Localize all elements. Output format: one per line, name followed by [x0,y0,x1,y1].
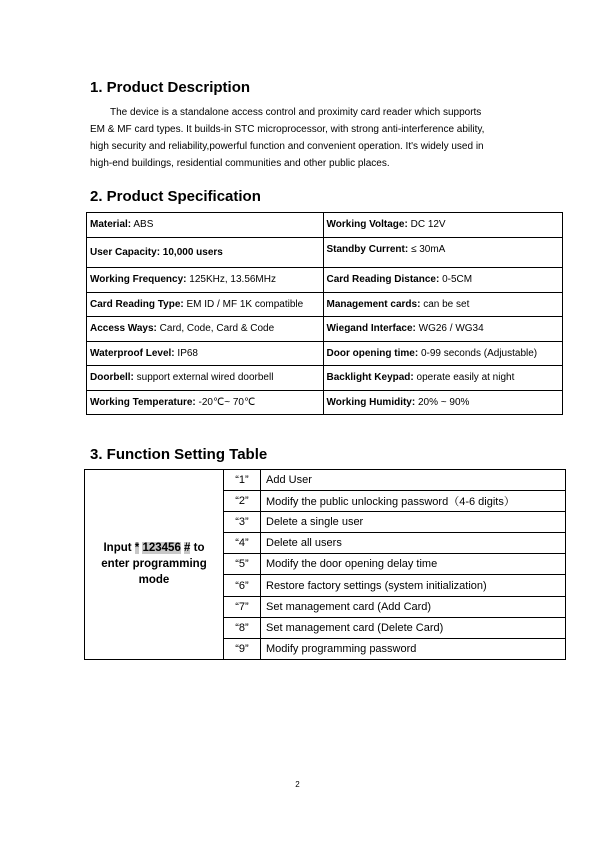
spec-label: Waterproof Level: [90,347,175,359]
spec-value: WG26 / WG34 [415,323,484,335]
spec-value: DC 12V [407,219,446,231]
function-key: “5” [224,554,261,575]
spec-label: Wiegand Interface: [326,323,416,335]
programming-mode-instruction [85,470,224,660]
spec-cell [87,292,324,317]
function-description: Set management card (Add Card) [261,596,566,617]
section-title-product-specification: 2. Product Specification [90,188,261,205]
spec-cell [323,390,563,415]
master-code: 123456 [142,542,181,555]
function-description: Modify the door opening delay time [261,554,566,575]
function-key: “4” [224,533,261,554]
spec-value: operate easily at night [413,372,515,384]
spec-label: Access Ways: [90,323,157,335]
function-setting-table [84,469,566,660]
description-line: The device is a standalone access control and proximity card reader which supports [110,107,482,118]
spec-cell [87,366,324,391]
spec-row [87,292,563,317]
function-key: “6” [224,575,261,596]
page-number: 2 [295,780,300,789]
spec-value: ABS [131,219,154,231]
spec-label: Working Voltage: [326,219,408,231]
entry-prefix: Input [103,542,135,555]
spec-label: Standby Current: [326,243,409,255]
spec-value: 0-99 seconds (Adjustable) [418,347,538,359]
entry-suffix: to [190,542,205,555]
spec-row [87,213,563,238]
spec-cell [87,213,324,238]
spec-label: User Capacity: 10,000 users [90,246,223,258]
function-key: “8” [224,617,261,638]
spec-label: Management cards: [326,298,421,310]
function-description: Modify the public unlocking password（4-6 digits） [261,491,566,512]
spec-cell [87,317,324,342]
spec-value: IP68 [174,347,198,359]
spec-cell [323,366,563,391]
spec-cell [323,317,563,342]
spec-label: Card Reading Distance: [326,274,440,286]
spec-label: Card Reading Type: [90,298,184,310]
spec-row [87,341,563,366]
spec-label: Working Frequency: [90,274,187,286]
description-line: high-end buildings, residential communities and other public places. [90,158,390,169]
spec-cell [87,237,324,268]
spec-cell [87,341,324,366]
section-title-product-description: 1. Product Description [90,79,251,96]
spec-value: 125KHz, 13.56MHz [186,274,276,286]
spec-value: can be set [420,298,470,310]
spec-label: Door opening time: [326,347,419,359]
spec-value: support external wired doorbell [133,372,274,384]
spec-cell [323,341,563,366]
specification-table [86,212,563,415]
spec-value: 0-5CM [439,274,473,286]
spec-row [87,390,563,415]
spec-cell [323,292,563,317]
description-line: EM & MF card types. It builds-in STC microprocessor, with strong anti-interference ability, [90,124,485,135]
spec-label: Material: [90,219,132,231]
function-key: “9” [224,638,261,659]
spec-label: Backlight Keypad: [326,372,414,384]
spec-cell [323,268,563,293]
spec-cell [87,268,324,293]
function-key: “3” [224,512,261,533]
function-description: Delete a single user [261,512,566,533]
spec-cell [323,237,563,268]
entry-line3: mode [138,574,170,587]
function-key: “2” [224,491,261,512]
description-line: high security and reliability,powerful function and convenient operation. It's widely used in [90,141,484,152]
spec-row [87,268,563,293]
entry-line2: enter programming [101,558,207,571]
spec-label: Working Temperature: [90,396,196,408]
function-description: Delete all users [261,533,566,554]
spec-value: -20℃~ 70℃ [195,396,256,408]
spec-label: Doorbell: [90,372,134,384]
function-description: Set management card (Delete Card) [261,617,566,638]
function-key: “7” [224,596,261,617]
function-description: Restore factory settings (system initialization) [261,575,566,596]
function-row [85,470,566,491]
function-key: “1” [224,470,261,491]
function-description: Modify programming password [261,638,566,659]
section-title-function-setting-table: 3. Function Setting Table [90,446,268,463]
function-description: Add User [261,470,566,491]
spec-value: EM ID / MF 1K compatible [183,298,304,310]
spec-value: 20% ~ 90% [415,396,470,408]
product-description-paragraph [90,104,508,172]
hash-key: # [184,542,191,555]
spec-cell [87,390,324,415]
spec-value: ≤ 30mA [408,243,446,255]
spec-row [87,366,563,391]
spec-row [87,237,563,268]
star-key: * [134,542,140,555]
spec-label: Working Humidity: [326,396,416,408]
spec-row [87,317,563,342]
spec-value: Card, Code, Card & Code [156,323,275,335]
spec-cell [323,213,563,238]
